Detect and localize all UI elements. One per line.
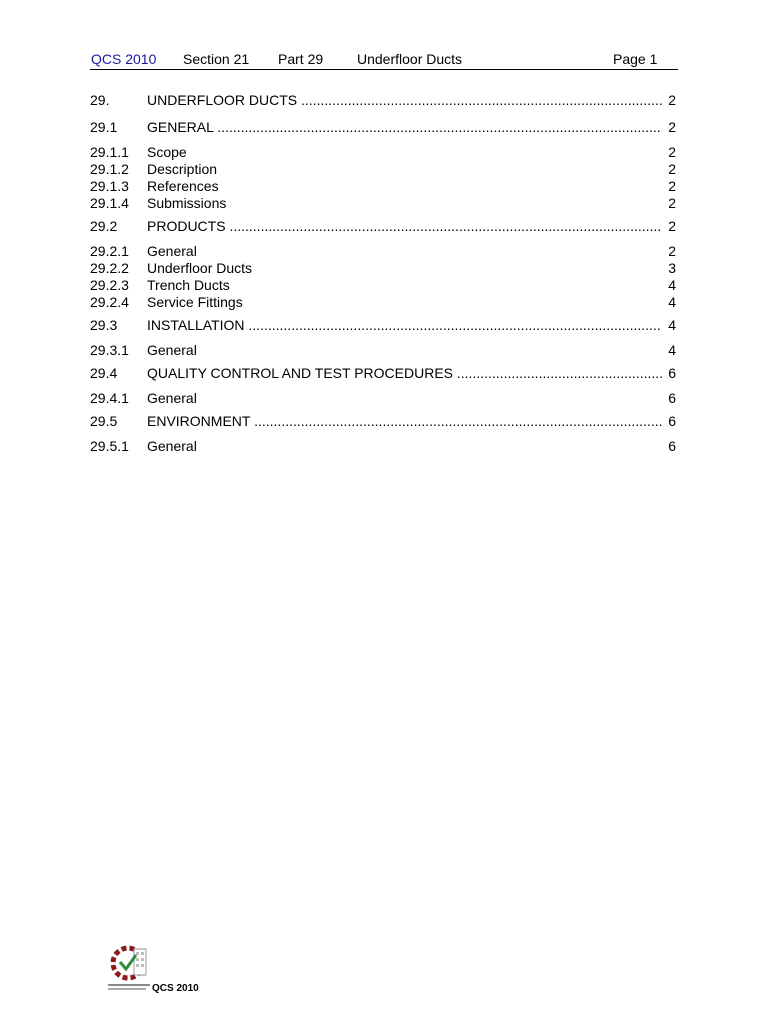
qcs-gear-logo-icon — [108, 943, 154, 993]
header-section: Section 21 — [183, 51, 250, 67]
toc-entry-page: 4 — [668, 317, 676, 333]
toc-entry-title: General — [147, 243, 197, 259]
footer-label: QCS 2010 — [152, 983, 199, 994]
toc-entry-page: 2 — [668, 144, 676, 160]
toc-entry-number: 29.2.1 — [90, 243, 129, 259]
toc-entry-page: 6 — [668, 438, 676, 454]
toc-entry-title: Description — [147, 161, 218, 177]
toc-entry — [90, 317, 676, 334]
header-title: Underfloor Ducts — [357, 51, 463, 67]
toc-entry-page: 4 — [668, 277, 676, 293]
toc-entry-title: QUALITY CONTROL AND TEST PROCEDURES ..... — [147, 365, 662, 382]
toc-entry-page: 4 — [668, 342, 676, 358]
toc-entry — [90, 413, 676, 430]
toc-entry-page: 6 — [668, 413, 676, 429]
toc-entry-page: 2 — [668, 243, 676, 259]
toc-entry-page: 2 — [668, 178, 676, 194]
toc-entry-title: General — [147, 390, 197, 406]
toc-entry — [90, 195, 676, 212]
toc-entry — [90, 243, 676, 260]
toc-entry — [90, 294, 676, 311]
page-header — [90, 50, 678, 70]
toc-entry — [90, 390, 676, 407]
toc-entry-page: 4 — [668, 294, 676, 310]
toc-entry-title: Scope — [147, 144, 187, 160]
toc-entry-page: 2 — [668, 161, 676, 177]
toc-entry-number: 29.3.1 — [90, 342, 129, 358]
toc-entry — [90, 218, 676, 235]
toc-entry-page: 2 — [668, 195, 676, 211]
toc-entry-number: 29.5 — [90, 413, 118, 429]
table-of-contents — [90, 92, 676, 455]
toc-entry-number: 29.4.1 — [90, 390, 129, 406]
toc-entry-number: 29.1.4 — [90, 195, 129, 211]
toc-entry-number: 29.1 — [90, 119, 118, 135]
toc-entry-title: Service Fittings — [147, 294, 243, 310]
toc-entry-page: 3 — [668, 260, 676, 276]
toc-entry-title: Trench Ducts — [147, 277, 230, 293]
header-part: Part 29 — [278, 51, 324, 67]
toc-entry-number: 29.2.4 — [90, 294, 129, 310]
toc-entry-title: Submissions — [147, 195, 227, 211]
toc-entry-number: 29.1.3 — [90, 178, 129, 194]
toc-entry-title: General — [147, 438, 197, 454]
toc-entry-number: 29.5.1 — [90, 438, 129, 454]
toc-entry-number: 29. — [90, 92, 110, 108]
toc-entry — [90, 342, 676, 359]
toc-entry-title: General — [147, 342, 197, 358]
toc-entry-number: 29.1.1 — [90, 144, 129, 160]
toc-entry — [90, 438, 676, 455]
toc-entry — [90, 365, 676, 382]
toc-entry — [90, 92, 676, 109]
toc-entry-number: 29.4 — [90, 365, 118, 381]
toc-entry-number: 29.2.2 — [90, 260, 129, 276]
toc-entry-page: 2 — [668, 92, 676, 108]
toc-entry-number: 29.2 — [90, 218, 118, 234]
toc-entry-title: PRODUCTS ..... — [147, 218, 662, 235]
toc-entry — [90, 178, 676, 195]
toc-entry-title: ENVIRONMENT ..... — [147, 413, 662, 430]
toc-entry-number: 29.2.3 — [90, 277, 129, 293]
toc-entry-title: Underfloor Ducts — [147, 260, 253, 276]
toc-entry-title: GENERAL ..... — [147, 119, 662, 136]
toc-entry-title: UNDERFLOOR DUCTS ..... — [147, 92, 662, 109]
toc-entry-page: 2 — [668, 218, 676, 234]
toc-entry-number: 29.3 — [90, 317, 118, 333]
toc-entry-page: 6 — [668, 390, 676, 406]
toc-entry — [90, 277, 676, 294]
toc-entry-title: INSTALLATION ..... — [147, 317, 662, 334]
toc-entry-title: References — [147, 178, 219, 194]
header-qcs: QCS 2010 — [91, 51, 157, 67]
header-page-number: Page 1 — [613, 51, 658, 67]
toc-entry-number: 29.1.2 — [90, 161, 129, 177]
toc-entry-page: 2 — [668, 119, 676, 135]
toc-entry-page: 6 — [668, 365, 676, 381]
toc-entry — [90, 161, 676, 178]
toc-entry — [90, 119, 676, 136]
toc-entry — [90, 144, 676, 161]
toc-entry — [90, 260, 676, 277]
